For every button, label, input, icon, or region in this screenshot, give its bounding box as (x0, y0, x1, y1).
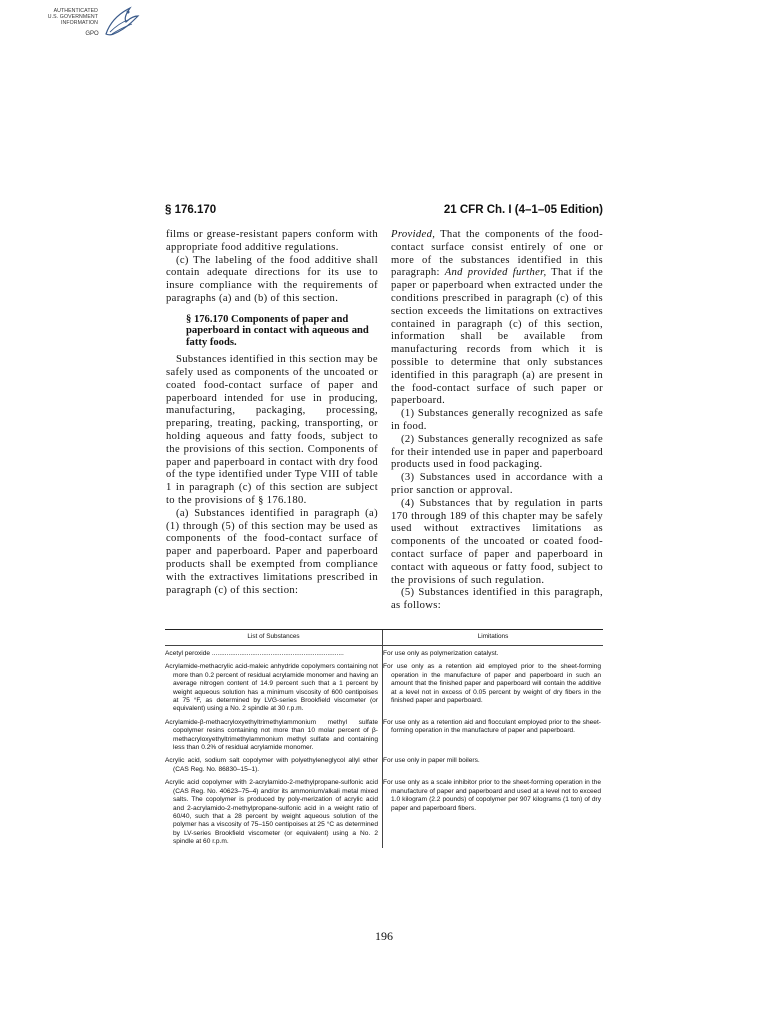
paragraph: (5) Substances identified in this paragraph, as follows: (391, 587, 603, 612)
eagle-icon (100, 4, 140, 46)
text-run: That the components of the food-contact surface consist entirely of one or more of the substances identified in this paragraph: (391, 229, 603, 279)
gpo-authentication-logo (28, 4, 140, 46)
limitation-text: For use only in paper mill boilers. (383, 757, 480, 765)
paragraph: (a) Substances identified in paragraph (a) (1) through (5) of this section may be used as components of the food-contact surface of paper and paperboard. Paper and paperboard products shall be exempted from compliance with the extractives limitations prescribed in paragraph (c) of this section: (166, 507, 378, 596)
paragraph: (3) Substances used in accordance with a prior sanction or approval. (391, 472, 603, 496)
left-column (166, 229, 378, 597)
paragraph: (c) The labeling of the food additive shall contain adequate directions for its use to insure compliance with the requirements of paragraphs (a) and (b) of this section. (166, 254, 378, 304)
limitation-text: For use only as a scale inhibitor prior to the sheet-forming operation in the manufacture of paper and paperboard and used at a level not to exceed 1.0 kilogram (2.2 pounds) of copolymer per 907 kilograms (1 ton) of dry paper and paperboard fibers. (383, 779, 601, 812)
limitation-cell (383, 659, 603, 714)
logo-line: INFORMATION (60, 20, 98, 26)
substance-cell (165, 659, 383, 714)
paragraph: (4) Substances that by regulation in parts 170 through 189 of this chapter may be safely used without extractives limitations as components of the uncoated or coated food-contact surface of paper and paperboard in contact with aqueous or fatty food, subject to the provisions of such regulation. (391, 497, 603, 586)
substance-cell (165, 715, 383, 754)
running-head-edition: 21 CFR Ch. I (4–1–05 Edition) (443, 204, 603, 216)
table-row (165, 659, 603, 714)
substance-cell (165, 753, 383, 775)
limitation-cell (383, 715, 603, 754)
substance-cell (165, 646, 383, 659)
logo-line: AUTHENTICATED (53, 8, 98, 14)
table-row (165, 775, 603, 847)
paragraph: films or grease-resistant papers conform with appropriate food additive regulations. (166, 229, 378, 253)
limitation-cell (383, 753, 603, 775)
limitation-cell (383, 646, 603, 659)
header-limitations: Limitations (477, 633, 509, 640)
paragraph: Substances identified in this section may be safely used as components of the uncoated or coated food-contact surface of paper and paperboard intended for use in producing, manufacturing, packaging, processing, preparing, treating, packing, transporting, or holding aqueous and fatty foods, subject to the provisions of this section. Components of paper and paperboard in contact with dry food of the type identified under Type VIII of table 1 in paragraph (c) of this section are subject to the provisions of § 176.180. (166, 354, 378, 507)
table-row (165, 646, 603, 659)
substance-text: Acetyl peroxide ........................................................................ (165, 650, 344, 657)
paragraph: (2) Substances generally recognized as safe for their intended use in paper and paperboard products used in food packaging. (391, 433, 603, 471)
italic-text: And provided further, (444, 267, 547, 279)
logo-text (28, 8, 98, 26)
italic-text: Provided, (391, 229, 436, 240)
page-number: 196 (375, 929, 393, 943)
text-run: That if the paper or paperboard when extracted under the conditions prescribed in paragraph (c) of this section exceeds the limitations on extractives contained in paragraph (c) of this section, information shall be available from manufacturing records from which it is possible to determine that only substances identified in this paragraph (a) are present in the food-contact surface of such paper or paperboard. (391, 267, 603, 407)
substance-text: Acrylamide-methacrylic acid-maleic anhydride copolymers containing not more than 0.2 percent of residual acrylamide monomer and having an average nitrogen content of 14.9 percent such that a 1 percent by weight aqueous solution has a minimum viscosity of 600 centipoises at 75 °F, as determined by LVG-series Brookfield viscometer (or equivalent) using a No. 2 spindle at 30 r.p.m. (165, 663, 378, 713)
table-row (165, 715, 603, 754)
substance-cell (165, 775, 383, 847)
substances-table (165, 629, 603, 848)
running-head-section: § 176.170 (165, 204, 217, 216)
substance-text: Acrylamide-β-methacryloxyethyltrimethylammonium methyl sulfate copolymer resins containing not more than 10 molar percent of β-methacryloxyethyltrimethylammonium methyl sulfate and containing less than 0.2% of residual acrylamide monomer. (165, 718, 378, 752)
limitation-text: For use only as a retention aid and flocculant employed prior to the sheet-forming operation in the manufacture of paper and paperboard. (383, 718, 601, 735)
paragraph: (1) Substances generally recognized as safe in food. (391, 408, 603, 432)
substance-text: Acrylic acid, sodium salt copolymer with polyethyleneglycol allyl ether (CAS Reg. No. 86830–15–1). (165, 757, 378, 773)
running-head (165, 204, 603, 220)
header-substances: List of Substances (165, 630, 383, 645)
limitation-text: For use only as polymerization catalyst. (383, 650, 499, 657)
logo-line: U.S. GOVERNMENT (47, 14, 98, 20)
substance-text: Acrylic acid copolymer with 2-acrylamido-2-methylpropane-sulfonic acid (CAS Reg. No. 40623–75–4) and/or its ammonium/alkali metal mixed salts. The copolymer is produced by poly-merization of acrylic acid and 2-acrylamido-2-methylpropane-sulfonic acid in a weight ratio of 60/40, such that a 28 percent by weight aqueous solution of the polymer has a viscosity of 75–150 centipoises at 25 °C as determined by LV-series Brookfield viscometer (or equivalent) using a No. 2 spindle at 60 r.p.m. (165, 779, 378, 846)
section-heading: § 176.170 Components of paper and paperboard in contact with aqueous and fatty foods. (186, 313, 369, 348)
paragraph (391, 229, 603, 408)
logo-gpo-text: GPO (85, 31, 99, 37)
limitation-cell (383, 775, 603, 847)
table-row (165, 753, 603, 775)
right-column (391, 229, 603, 613)
table-header (165, 630, 603, 646)
limitation-text: For use only as a retention aid employed prior to the sheet-forming operation in the manufacture of paper and paperboard in such an amount that the finished paper and paperboard will contain the additive at a level not in excess of 0.05 percent by weight of dry fibers in the finished paper and paperboard. (383, 663, 601, 705)
